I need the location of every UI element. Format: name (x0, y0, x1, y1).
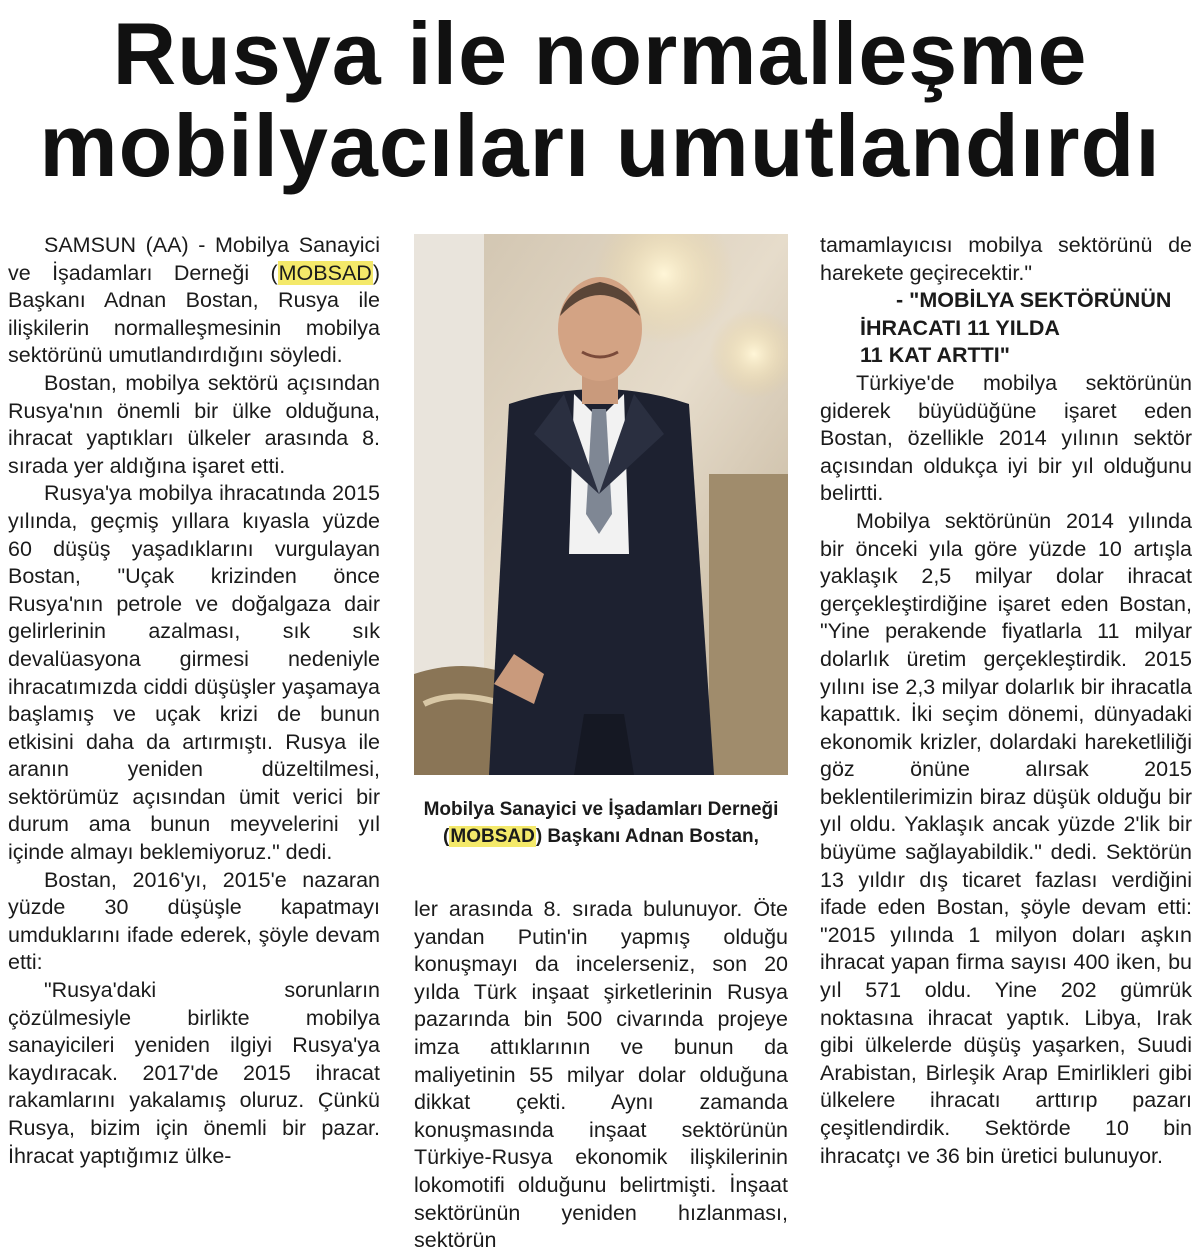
photo-caption (414, 796, 788, 850)
text-span: ) Başkanı Adnan Bostan, Rusya ile ilişkilerin normalleşmesinin mobilya sektörünü umutlandırdığını söyledi. (8, 260, 380, 368)
highlighted-term: MOBSAD (278, 260, 372, 285)
headline-line-1: Rusya ile normalleşme (112, 4, 1088, 103)
portrait-illustration (414, 234, 788, 775)
subheading-line: - "MOBİLYA SEKTÖRÜNÜN (896, 288, 1172, 313)
paragraph: Türkiye'de mobilya sektörünün giderek büyüdüğüne işaret eden Bostan, özellikle 2014 yılının sektör açısından oldukça iyi bir yıl olduğunu belirtti. (820, 370, 1192, 506)
text-span: SAMSUN (AA) - Mobilya Sanayici ve İşadamları Derneği ( (8, 233, 380, 285)
paragraph: Rusya'ya mobilya ihracatında 2015 yılında, geçmiş yıllara kıyasla yüzde 60 düşüş yaşadıklarını vurgulayan Bostan, "Uçak krizinden önce Rusya'nın petrole ve doğalgaza dair gelirlerinin azalması, sık sık devalüasyona girmesi nedeniyle ihracatımızda ciddi düşüşler yaşamaya başlamış ve uçak krizi de bunun etkisini daha da artırmıştı. Rusya ile aranın yeniden düzeltilmesi, sektörümüz açısından ümit verici bir durum ama bunun meyvelerini yıl içinde almayı beklemiyoruz." dedi. (8, 481, 380, 865)
paragraph: Bostan, 2016'yı, 2015'e nazaran yüzde 30 düşüşle kapatmayı umduklarını ifade ederek, şöyle devam etti: (8, 867, 380, 975)
paragraph: tamamlayıcısı mobilya sektörünü de harekete geçirecektir." (820, 233, 1192, 285)
headline-line-2: mobilyacıları umutlandırdı (39, 96, 1161, 195)
article-column-1 (8, 232, 380, 1170)
article-column-3 (820, 232, 1192, 1170)
subheading (820, 287, 1192, 370)
paragraph: Bostan, mobilya sektörü açısından Rusya'nın önemli bir ülke olduğuna, ihracat yaptıkları ülkeler arasında 8. sırada yer aldığına işaret etti. (8, 370, 380, 478)
subheading-line: İHRACATI 11 YILDA (860, 315, 1060, 340)
paragraph: Mobilya sektörünün 2014 yılında bir önceki yıla göre yüzde 10 artışla yaklaşık 2,5 milyar dolar ihracat gerçekleştirdiğine işaret eden Bostan, "Yine perakende fiyatlarla 11 milyar dolarlık üretim gerçekleştirdik. 2015 yılını ise 2,3 milyar dolarlık bir ihracatla kapattık. İki seçim dönemi, dünyadaki ekonomik krizler, dolardaki hareketliliği göz önüne alırsak 2015 beklentilerimizin biraz düşük olduğu bir yıl oldu. Yaklaşık ancak yüzde 2'lik bir büyüme sağlayabildik." dedi. Sektörün 13 yıldır dış ticaret fazlası verdiğini ifade eden Bostan, şöyle devam etti: "2015 yılında 1 milyon doları aşkın ihracat yapan firma sayısı 400 iken, bu yıl 571 oldu. Yine 202 gümrük noktasına ihracat yaptık. Libya, Irak gibi ülkelerde düşüş yaşarken, Suudi Arabistan, Birleşik Arap Emirlikleri gibi ülkelere ihracatı arttırıp pazarı çeşitlendirdik. Sektörde 10 bin ihracatçı ve 36 bin üretici bulunuyor. (820, 508, 1192, 1168)
highlighted-term: MOBSAD (450, 826, 535, 847)
subheading-line: 11 KAT ARTTI" (860, 343, 1010, 368)
paragraph (8, 232, 380, 370)
paragraph: "Rusya'daki sorunların çözülmesiyle birlikte mobilya sanayicileri yeniden ilgiyi Rusya'ya kaydıracak. 2017'de 2015 ihracat rakamlarını yakalamış oluruz. Çünkü Rusya, bizim için önemli bir pazar. İhracat yaptığımız ülke- (8, 978, 380, 1168)
column-2-text (414, 896, 788, 1255)
portrait-photo (414, 234, 788, 775)
text-span: ) Başkanı Adnan Bostan, (535, 826, 759, 847)
headline (0, 4, 1200, 195)
text-span: Mobilya Sanayici ve İşadamları Derneği ( (423, 799, 779, 847)
paragraph: ler arasında 8. sırada bulunuyor. Öte yandan Putin'in yapmış olduğu konuşmayı da incelerseniz, son 20 yılda Türk inşaat şirketlerinin Rusya pazarında bin 500 civarında projeye imza attıklarının ve bunun da maliyetinin 55 milyar dolar olduğuna dikkat çekti. Aynı zamanda konuşmasında inşaat sektörünün Türkiye-Rusya ekonomik ilişkilerinin lokomotifi olduğunu belirtmişti. İnşaat sektörünün yeniden hızlanması, sektörün (414, 897, 788, 1253)
